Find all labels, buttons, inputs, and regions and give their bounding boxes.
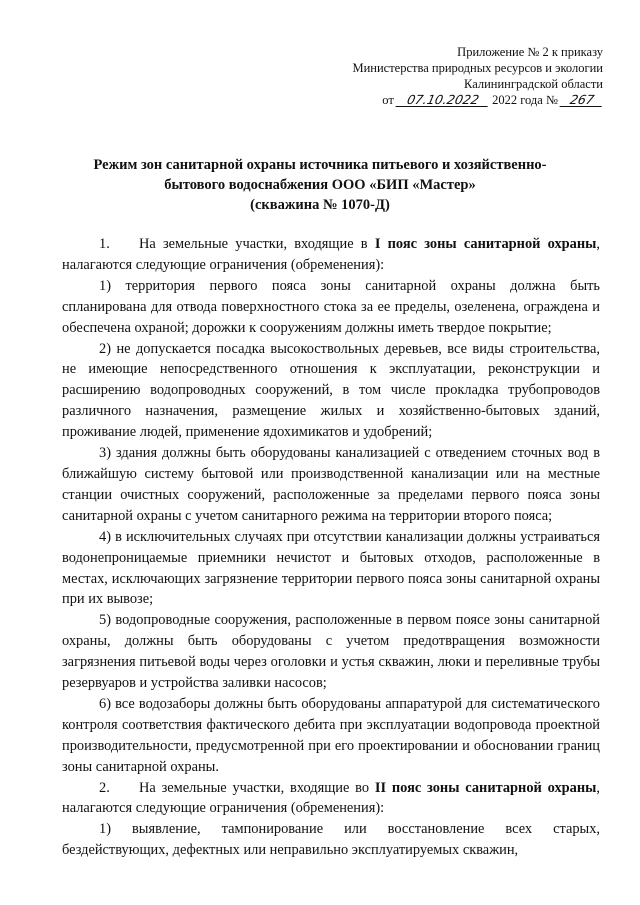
section-2-intro [62, 778, 600, 820]
section-1-item: 3) здания должны быть оборудованы канализацией с отведением сточных вод в ближайшую систему бытовой или производственной канализации или на местные станции очистных сооружений, расположенные за пределами первого пояса зоны санитарной охраны с учетом санитарного режима на территории второго пояса; [62, 445, 600, 524]
appendix-year-text: 2022 года № [492, 93, 558, 107]
document-title [60, 155, 580, 215]
title-line-1: Режим зон санитарной охраны источника питьевого и хозяйственно- [93, 157, 547, 173]
section-1-number: 1. [99, 236, 110, 252]
section-1-intro-after: , налагаются следующие ограничения (обременения): [62, 236, 601, 273]
appendix-line-3: Калининградской области [464, 77, 603, 91]
section-2-intro-bold: II пояс зоны санитарной охраны [374, 779, 597, 796]
section-1-intro-bold: I пояс зоны санитарной охраны [374, 236, 597, 252]
title-line-3: (скважина № 1070-Д) [250, 197, 390, 213]
appendix-line-2: Министерства природных ресурсов и экологии [352, 61, 603, 75]
appendix-line-1: Приложение № 2 к приказу [457, 45, 603, 59]
section-2-intro-after: , налагаются следующие ограничения (обременения): [62, 779, 600, 817]
document-body [62, 234, 600, 861]
appendix-date-line [303, 92, 603, 108]
handwritten-date: 07.10.2022 [395, 93, 490, 107]
title-line-2: бытового водоснабжения ООО «БИП «Мастер» [164, 177, 476, 193]
section-1-item: 4) в исключительных случаях при отсутствии канализации должны устраиваться водонепроницаемые приемники нечистот и бытовых отходов, расположенные в местах, исключающих загрязнение территории первого пояса зоны санитарной охраны при их вывозе; [62, 528, 600, 608]
section-2-number: 2. [99, 779, 110, 796]
appendix-date-prefix: от [382, 93, 394, 107]
section-2-intro-before: На земельные участки, входящие во [139, 779, 375, 796]
section-1-item: 2) не допускается посадка высокоствольных деревьев, все виды строительства, не имеющие непосредственного отношения к эксплуатации, реконструкции и расширению водопроводных сооружений, в том числе прокладка трубопроводов различного назначения, размещение жилых и хозяйственно-бытовых зданий, проживание людей, применение ядохимикатов и удобрений; [62, 340, 600, 441]
section-1-item: 5) водопроводные сооружения, расположенные в первом поясе зоны санитарной охраны, должны быть оборудованы с учетом предотвращения возможности загрязнения питьевой воды через оголовки и устья скважин, люки и переливные трубы резервуаров и устройства заливки насосов; [62, 612, 600, 692]
appendix-header [303, 44, 603, 108]
section-1-intro-before: На земельные участки, входящие в [139, 236, 375, 252]
section-2-item: 1) выявление, тампонирование или восстановление всех старых, бездействующих, дефектных или неправильно эксплуатируемых скважин, [62, 821, 600, 859]
section-1-item: 6) все водозаборы должны быть оборудованы аппаратурой для систематического контроля соответствия фактического дебита при эксплуатации водопровода проектной производительности, предусмотренной при его проектировании и обосновании границ зоны санитарной охраны. [62, 695, 600, 775]
section-1-intro [62, 234, 600, 276]
handwritten-order-number: 267 [560, 93, 605, 107]
section-1-item: 1) территория первого пояса зоны санитарной охраны должна быть спланирована для отвода поверхностного стока за ее пределы, озеленена, ограждена и обеспечена охраной; дорожки к сооружениям должны иметь твердое покрытие; [62, 277, 600, 336]
